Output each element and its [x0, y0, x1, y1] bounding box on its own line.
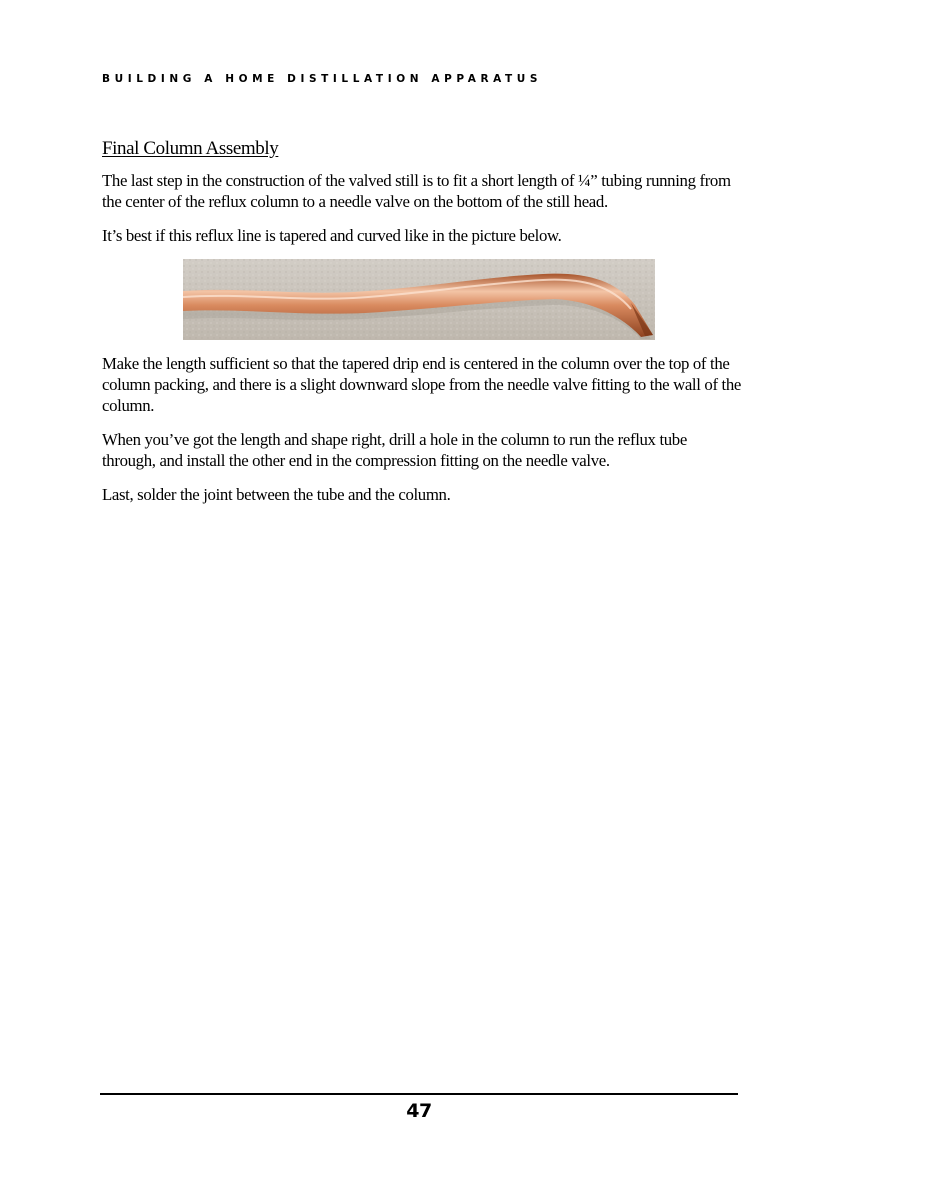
paragraph-taper-note: It’s best if this reflux line is tapered and curved like in the picture below. — [102, 226, 562, 245]
copper-tube-photo — [183, 259, 655, 340]
paragraph-drill: When you’ve got the length and shape right, drill a hole in the column to run the reflux tube through, and install the other end in the compression fitting on the needle valve. — [102, 430, 687, 470]
running-header: BUILDING A HOME DISTILLATION APPARATUS — [102, 73, 543, 85]
paragraph-length: Make the length sufficient so that the tapered drip end is centered in the column over the top of the column packing, and there is a slight downward slope from the needle valve fitting to the wall of the column. — [102, 354, 741, 415]
section-title: Final Column Assembly — [102, 138, 279, 159]
page-number: 47 — [406, 1100, 432, 1122]
paragraph-intro: The last step in the construction of the valved still is to fit a short length of ¼” tubing running from the center of the reflux column to a needle valve on the bottom of the still head. — [102, 171, 731, 211]
main-content — [102, 137, 742, 518]
footer-rule — [100, 1093, 738, 1095]
paragraph-solder: Last, solder the joint between the tube and the column. — [102, 485, 451, 504]
